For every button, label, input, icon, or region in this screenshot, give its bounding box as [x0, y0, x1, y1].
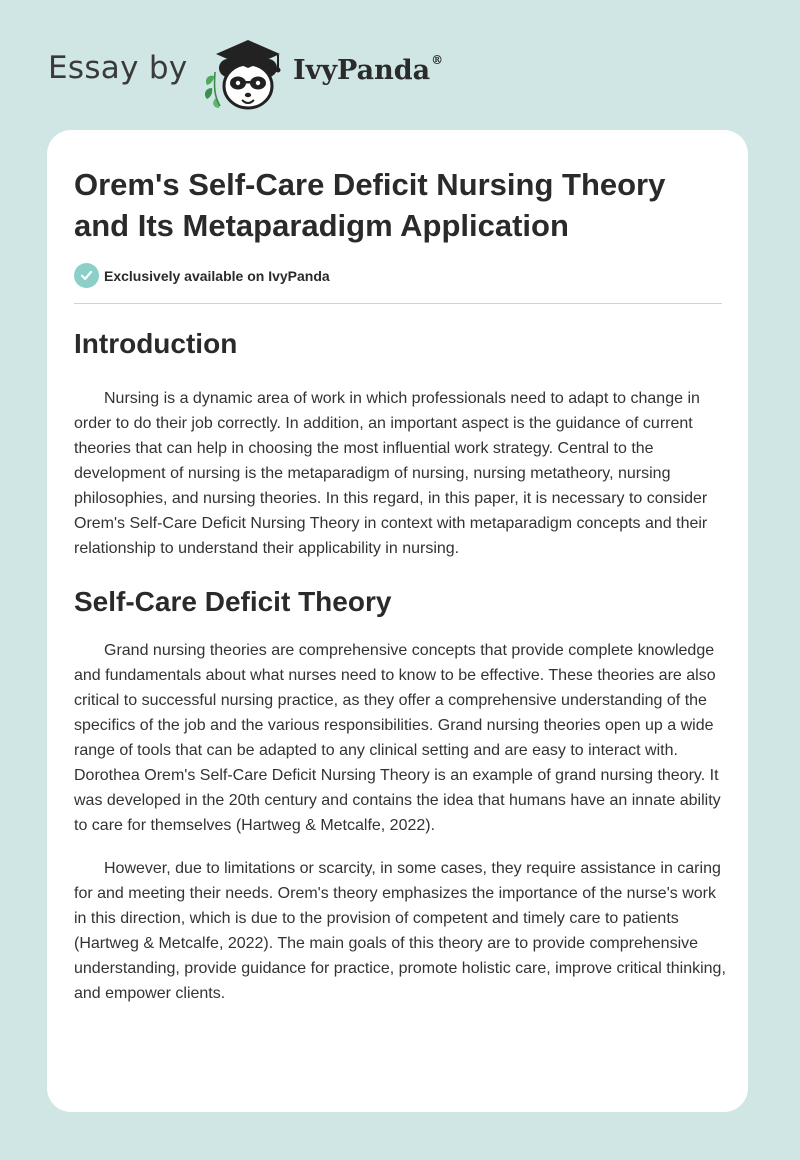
brand-name[interactable]: [293, 55, 443, 86]
essay-card: [47, 130, 748, 1112]
check-icon: [74, 263, 99, 288]
paragraph: However, due to limitations or scarcity, in some cases, they require assistance in caring for and meeting their needs. Orem's theory emphasizes the importance of the nurse's work in this direction, which is due to the provision of competent and timely care to patients (Hartweg & Metcalfe, 2022). The main goals of this theory are to provide comprehensive understanding, provide guidance for practice, promote holistic care, improve critical thinking, and empower clients.: [74, 860, 726, 1002]
panda-logo-icon[interactable]: [198, 32, 294, 114]
registered-mark: ®: [431, 53, 444, 67]
paragraph: Nursing is a dynamic area of work in which professionals need to adapt to change in order to do their job correctly. In addition, an important aspect is the guidance of current theories that can help in choosing the most influential work strategy. Central to the development of nursing is the metaparadigm of nursing, nursing metatheory, nursing philosophies, and nursing theories. In this regard, in this paper, it is necessary to consider Orem's Self-Care Deficit Nursing Theory in context with metaparadigm concepts and their relationship to understand their applicability in nursing.: [74, 390, 708, 557]
paragraph: Grand nursing theories are comprehensive concepts that provide complete knowledge and fundamentals about what nurses need to know to be effective. These theories are also critical to successful nursing practice, as they offer a comprehensive understanding of the specifics of the job and the various responsibilities. Grand nursing theories open up a wide range of tools that can be adapted to any clinical setting and are easy to interact with. Dorothea Orem's Self-Care Deficit Nursing Theory is an example of grand nursing theory. It was developed in the 20th century and contains the idea that humans have an innate ability to care for themselves (Hartweg & Metcalfe, 2022).: [74, 642, 721, 834]
divider: [74, 303, 722, 304]
essay-content: [74, 326, 726, 1006]
essay-by-label: Essay by: [48, 50, 188, 86]
exclusive-badge: [74, 263, 330, 288]
brand-text: IvyPanda: [293, 55, 431, 86]
section-heading-introduction: Introduction: [74, 328, 238, 359]
badge-label: Exclusively available on IvyPanda: [104, 267, 330, 284]
page-title: Orem's Self-Care Deficit Nursing Theory and Its Metaparadigm Application: [74, 167, 666, 243]
site-header: [0, 0, 800, 130]
section-heading-self-care-deficit-theory: Self-Care Deficit Theory: [74, 586, 392, 617]
